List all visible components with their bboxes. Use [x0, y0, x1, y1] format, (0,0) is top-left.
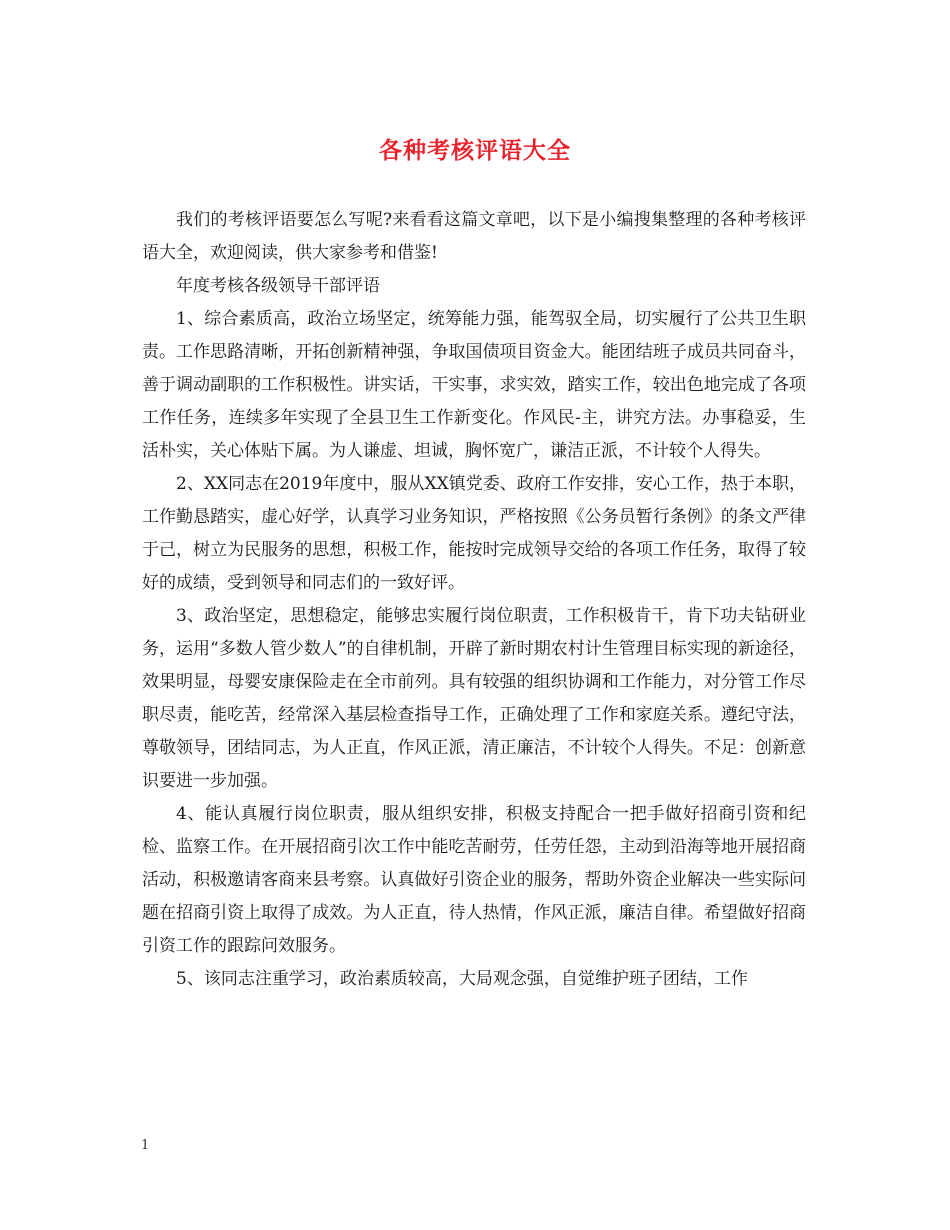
comment-paragraph-1: 1、综合素质高，政治立场坚定，统筹能力强，能驾驭全局，切实履行了公共卫生职责。工作思路清晰，开拓创新精神强，争取国债项目资金大。能团结班子成员共同奋斗，善于调动副职的工作积极性。讲实话，干实事，求实效，踏实工作，较出色地完成了各项工作任务，连续多年实现了全县卫生工作新变化。作风民-主，讲究方法。办事稳妥，生活朴实，关心体贴下属。为人谦虚、坦诚，胸怀宽广，谦洁正派，不计较个人得失。 [142, 309, 806, 461]
section-heading: 年度考核各级领导干部评语 [176, 276, 380, 296]
document-title: 各种考核评语大全 [379, 137, 571, 164]
comment-paragraph-5: 5、该同志注重学习，政治素质较高，大局观念强，自觉维护班子团结，工作 [176, 969, 748, 989]
comment-paragraph-3: 3、政治坚定，思想稳定，能够忠实履行岗位职责，工作积极肯干，肯下功夫钻研业务，运用“多数人管少数人”的自律机制，开辟了新时期农村计生管理目标实现的新途径，效果明显，母婴安康保险走在全市前列。具有较强的组织协调和工作能力，对分管工作尽职尽责，能吃苦，经常深入基层检查指导工作，正确处理了工作和家庭关系。遵纪守法，尊敬领导，团结同志，为人正直，作风正派，清正廉洁，不计较个人得失。不足：创新意识要进一步加强。 [142, 606, 806, 791]
page-number: 1 [141, 1138, 150, 1153]
document-body [142, 204, 806, 996]
comment-paragraph-2: 2、XX同志在2019年度中，服从XX镇党委、政府工作安排，安心工作，热于本职，工作勤恳踏实，虚心好学，认真学习业务知识，严格按照《公务员暂行条例》的条文严律于己，树立为民服务的思想，积极工作，能按时完成领导交给的各项工作任务，取得了较好的成绩，受到领导和同志们的一致好评。 [142, 474, 806, 593]
comment-paragraph-4: 4、能认真履行岗位职责，服从组织安排，积极支持配合一把手做好招商引资和纪检、监察工作。在开展招商引次工作中能吃苦耐劳，任劳任怨，主动到沿海等地开展招商活动，积极邀请客商来县考察。认真做好引资企业的服务，帮助外资企业解决一些实际问题在招商引资上取得了成效。为人正直，待人热情，作风正派，廉洁自律。希望做好招商引资工作的跟踪问效服务。 [142, 804, 806, 956]
intro-paragraph: 我们的考核评语要怎么写呢?来看看这篇文章吧，以下是小编搜集整理的各种考核评语大全，欢迎阅读，供大家参考和借鉴! [142, 210, 806, 263]
